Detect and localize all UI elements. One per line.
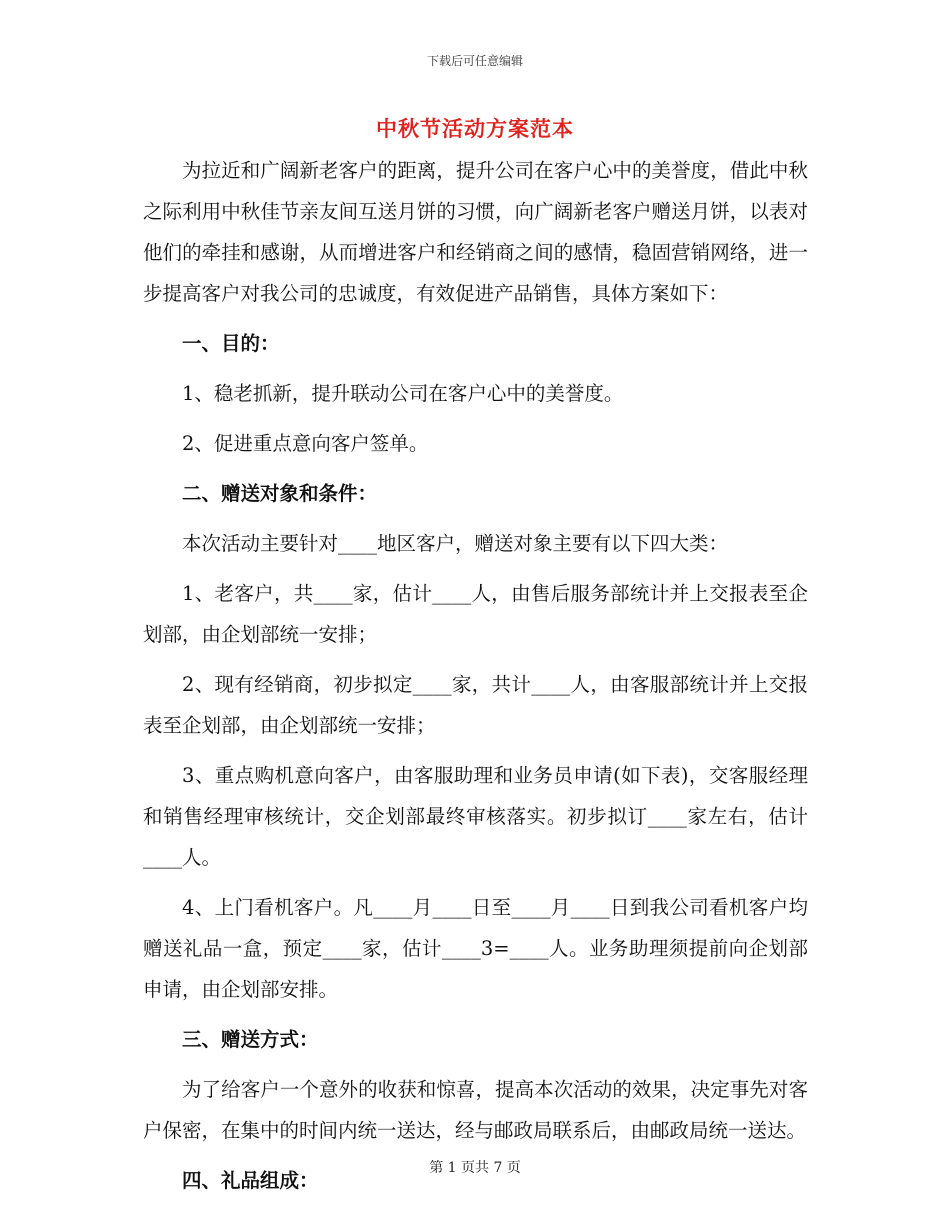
method-paragraph: 为了给客户一个意外的收获和惊喜，提高本次活动的效果，决定事先对客户保密，在集中的时间内统一送达，经与邮政局联系后，由邮政局统一送达。	[143, 1078, 808, 1142]
recipients-intro: 本次活动主要针对____地区客户，赠送对象主要有以下四大类：	[182, 532, 729, 555]
purpose-item-2: 2、促进重点意向客户签单。	[182, 432, 429, 455]
header-note: 下载后可任意编辑	[426, 54, 523, 68]
purpose-item-1: 1、稳老抓新，提升联动公司在客户心中的美誉度。	[182, 382, 624, 405]
document-body	[143, 150, 808, 1201]
section-heading-purpose: 一、目的：	[182, 332, 280, 355]
page-footer: 第 1 页共 7 页	[429, 1160, 521, 1176]
intro-paragraph: 为拉近和广阔新老客户的距离，提升公司在客户心中的美誉度，借此中秋之际利用中秋佳节亲友间互送月饼的习惯，向广阔新老客户赠送月饼，以表对他们的牵挂和感谢，从而增进客户和经销商之间的感情，稳固营销网络，进一步提高客户对我公司的忠诚度，有效促进产品销售，具体方案如下：	[143, 159, 808, 305]
section-heading-method: 三、赠送方式：	[182, 1028, 319, 1051]
recipients-item-2: 2、现有经销商，初步拟定____家，共计____人，由客服部统计并上交报表至企划部，由企划部统一安排；	[143, 673, 808, 737]
recipients-item-1: 1、老客户，共____家，估计____人，由售后服务部统计并上交报表至企划部，由企划部统一安排；	[143, 582, 808, 646]
recipients-item-4: 4、上门看机客户。凡____月____日至____月____日到我公司看机客户均赠送礼品一盒，预定____家，估计____3=____人。业务助理须提前向企划部申请，由企划部安排。	[143, 896, 808, 1001]
document-title: 中秋节活动方案范本	[376, 116, 574, 141]
section-heading-gifts: 四、礼品组成：	[182, 1169, 319, 1192]
recipients-item-3: 3、重点购机意向客户，由客服助理和业务员申请(如下表)，交客服经理和销售经理审核统计，交企划部最终审核落实。初步拟订____家左右，估计____人。	[143, 764, 808, 869]
section-heading-recipients: 二、赠送对象和条件：	[182, 482, 378, 505]
